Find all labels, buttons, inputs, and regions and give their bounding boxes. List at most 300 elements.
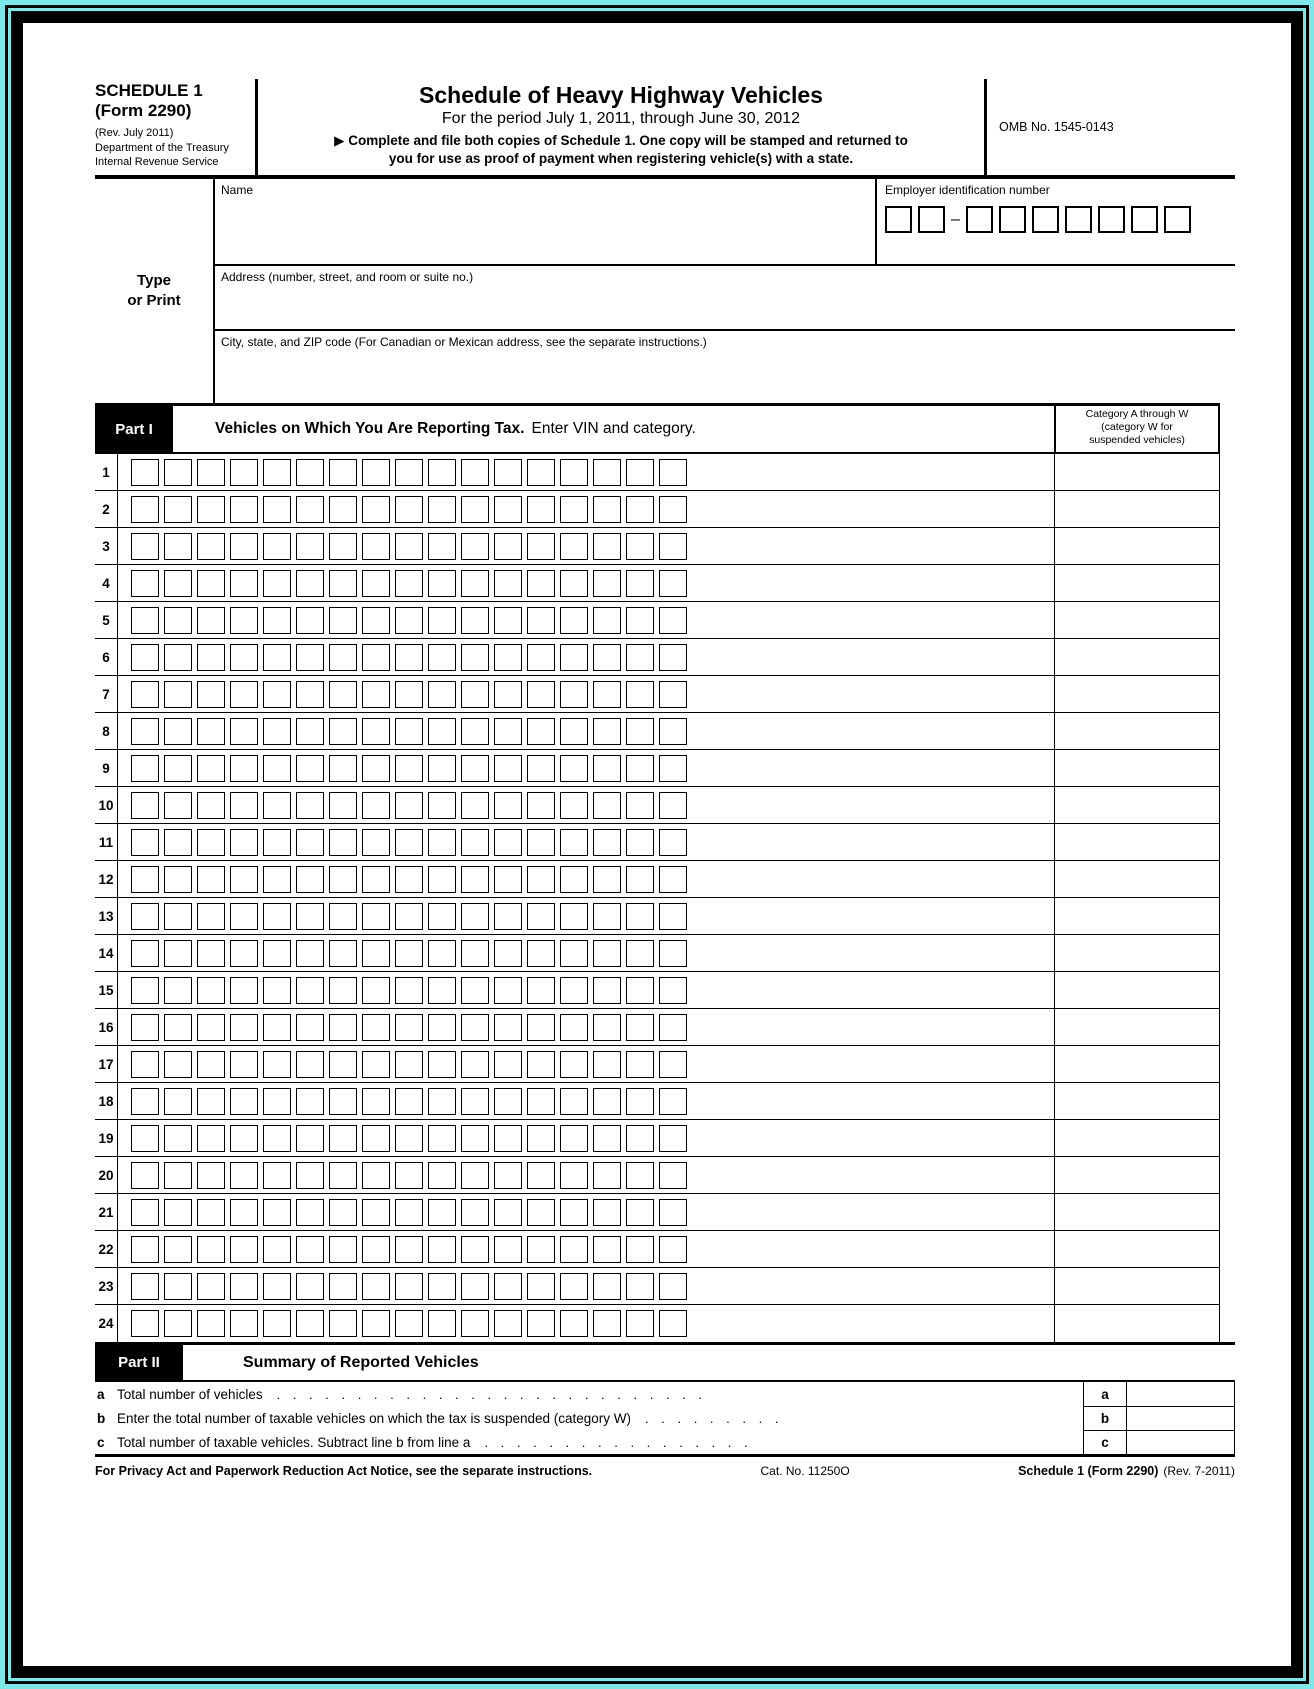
vin-character-box[interactable] (362, 1162, 390, 1189)
vin-character-box[interactable] (527, 1125, 555, 1152)
vin-character-box[interactable] (494, 977, 522, 1004)
vin-character-box[interactable] (329, 1051, 357, 1078)
vin-character-box[interactable] (263, 866, 291, 893)
vin-category-cell[interactable] (1054, 602, 1220, 638)
vin-category-cell[interactable] (1054, 1268, 1220, 1304)
vin-character-box[interactable] (230, 644, 258, 671)
vin-category-cell[interactable] (1054, 1305, 1220, 1342)
vin-character-box[interactable] (659, 459, 687, 486)
vin-character-box[interactable] (461, 792, 489, 819)
vin-character-box[interactable] (593, 866, 621, 893)
vin-character-box[interactable] (131, 1236, 159, 1263)
vin-character-box[interactable] (494, 1199, 522, 1226)
vin-character-box[interactable] (494, 1162, 522, 1189)
vin-character-box[interactable] (197, 644, 225, 671)
vin-character-box[interactable] (626, 681, 654, 708)
vin-category-cell[interactable] (1054, 1046, 1220, 1082)
vin-character-box[interactable] (527, 1088, 555, 1115)
vin-character-box[interactable] (593, 1199, 621, 1226)
vin-character-box[interactable] (296, 718, 324, 745)
name-field[interactable] (215, 179, 875, 264)
vin-character-box[interactable] (329, 1125, 357, 1152)
vin-character-box[interactable] (560, 1088, 588, 1115)
vin-character-box[interactable] (164, 940, 192, 967)
vin-character-box[interactable] (659, 1125, 687, 1152)
vin-character-box[interactable] (428, 829, 456, 856)
vin-character-box[interactable] (131, 755, 159, 782)
vin-character-box[interactable] (659, 1236, 687, 1263)
vin-character-box[interactable] (296, 1162, 324, 1189)
vin-character-box[interactable] (362, 607, 390, 634)
vin-character-box[interactable] (362, 459, 390, 486)
vin-character-box[interactable] (659, 792, 687, 819)
vin-character-box[interactable] (659, 718, 687, 745)
vin-character-box[interactable] (494, 903, 522, 930)
vin-character-box[interactable] (329, 718, 357, 745)
vin-character-box[interactable] (527, 1014, 555, 1041)
vin-character-box[interactable] (197, 1014, 225, 1041)
vin-character-box[interactable] (164, 1273, 192, 1300)
vin-character-box[interactable] (626, 533, 654, 560)
vin-character-box[interactable] (296, 866, 324, 893)
vin-character-box[interactable] (230, 496, 258, 523)
vin-character-box[interactable] (197, 681, 225, 708)
vin-character-box[interactable] (329, 533, 357, 560)
vin-character-box[interactable] (230, 866, 258, 893)
vin-character-box[interactable] (494, 792, 522, 819)
vin-character-box[interactable] (230, 607, 258, 634)
vin-character-box[interactable] (362, 1088, 390, 1115)
vin-character-box[interactable] (560, 1310, 588, 1337)
line-a-entry[interactable] (1127, 1382, 1235, 1406)
vin-character-box[interactable] (230, 1014, 258, 1041)
vin-character-box[interactable] (230, 829, 258, 856)
vin-character-box[interactable] (131, 459, 159, 486)
ein-character-box[interactable] (885, 206, 912, 233)
vin-character-box[interactable] (164, 1014, 192, 1041)
vin-character-box[interactable] (296, 940, 324, 967)
vin-character-box[interactable] (131, 1014, 159, 1041)
vin-character-box[interactable] (296, 1273, 324, 1300)
vin-character-box[interactable] (527, 1199, 555, 1226)
vin-character-box[interactable] (428, 570, 456, 597)
vin-character-box[interactable] (461, 1014, 489, 1041)
vin-character-box[interactable] (560, 940, 588, 967)
vin-character-box[interactable] (197, 570, 225, 597)
vin-category-cell[interactable] (1054, 1194, 1220, 1230)
vin-character-box[interactable] (527, 570, 555, 597)
vin-character-box[interactable] (263, 570, 291, 597)
vin-category-cell[interactable] (1054, 1083, 1220, 1119)
vin-character-box[interactable] (659, 1088, 687, 1115)
vin-character-box[interactable] (560, 792, 588, 819)
vin-character-box[interactable] (527, 459, 555, 486)
vin-character-box[interactable] (329, 1088, 357, 1115)
vin-character-box[interactable] (461, 496, 489, 523)
vin-character-box[interactable] (560, 533, 588, 560)
ein-character-box[interactable] (1131, 206, 1158, 233)
ein-character-box[interactable] (1164, 206, 1191, 233)
vin-character-box[interactable] (362, 1273, 390, 1300)
vin-character-box[interactable] (296, 459, 324, 486)
vin-character-box[interactable] (131, 940, 159, 967)
vin-character-box[interactable] (263, 1125, 291, 1152)
vin-character-box[interactable] (263, 459, 291, 486)
vin-character-box[interactable] (164, 570, 192, 597)
vin-character-box[interactable] (593, 1236, 621, 1263)
vin-character-box[interactable] (164, 644, 192, 671)
vin-character-box[interactable] (131, 644, 159, 671)
vin-character-box[interactable] (659, 644, 687, 671)
vin-character-box[interactable] (428, 681, 456, 708)
vin-character-box[interactable] (263, 1310, 291, 1337)
vin-character-box[interactable] (362, 496, 390, 523)
vin-character-box[interactable] (230, 1051, 258, 1078)
vin-character-box[interactable] (164, 755, 192, 782)
vin-character-box[interactable] (626, 829, 654, 856)
vin-character-box[interactable] (461, 1199, 489, 1226)
vin-character-box[interactable] (395, 1310, 423, 1337)
vin-category-cell[interactable] (1054, 935, 1220, 971)
vin-character-box[interactable] (428, 533, 456, 560)
vin-character-box[interactable] (560, 829, 588, 856)
vin-character-box[interactable] (131, 977, 159, 1004)
vin-character-box[interactable] (428, 1125, 456, 1152)
vin-character-box[interactable] (494, 940, 522, 967)
vin-character-box[interactable] (230, 903, 258, 930)
vin-character-box[interactable] (428, 1236, 456, 1263)
vin-character-box[interactable] (428, 977, 456, 1004)
vin-character-box[interactable] (626, 1310, 654, 1337)
vin-character-box[interactable] (296, 1199, 324, 1226)
vin-character-box[interactable] (461, 1125, 489, 1152)
vin-character-box[interactable] (461, 570, 489, 597)
vin-character-box[interactable] (362, 866, 390, 893)
vin-character-box[interactable] (362, 570, 390, 597)
vin-character-box[interactable] (560, 755, 588, 782)
vin-character-box[interactable] (494, 607, 522, 634)
vin-character-box[interactable] (527, 903, 555, 930)
vin-character-box[interactable] (263, 681, 291, 708)
vin-character-box[interactable] (197, 1125, 225, 1152)
vin-character-box[interactable] (659, 1273, 687, 1300)
vin-character-box[interactable] (362, 718, 390, 745)
vin-character-box[interactable] (329, 792, 357, 819)
vin-character-box[interactable] (428, 644, 456, 671)
vin-character-box[interactable] (461, 459, 489, 486)
vin-character-box[interactable] (626, 607, 654, 634)
vin-character-box[interactable] (362, 792, 390, 819)
vin-character-box[interactable] (131, 903, 159, 930)
vin-character-box[interactable] (329, 1273, 357, 1300)
vin-character-box[interactable] (659, 533, 687, 560)
vin-character-box[interactable] (197, 1310, 225, 1337)
vin-character-box[interactable] (659, 755, 687, 782)
vin-character-box[interactable] (428, 1310, 456, 1337)
vin-character-box[interactable] (296, 681, 324, 708)
vin-category-cell[interactable] (1054, 972, 1220, 1008)
vin-character-box[interactable] (428, 1014, 456, 1041)
vin-character-box[interactable] (659, 866, 687, 893)
vin-character-box[interactable] (626, 1051, 654, 1078)
vin-character-box[interactable] (296, 644, 324, 671)
vin-character-box[interactable] (527, 644, 555, 671)
vin-character-box[interactable] (494, 644, 522, 671)
vin-character-box[interactable] (626, 459, 654, 486)
vin-character-box[interactable] (296, 903, 324, 930)
vin-character-box[interactable] (626, 496, 654, 523)
vin-character-box[interactable] (626, 1273, 654, 1300)
vin-character-box[interactable] (131, 1273, 159, 1300)
vin-character-box[interactable] (428, 496, 456, 523)
vin-category-cell[interactable] (1054, 787, 1220, 823)
vin-character-box[interactable] (164, 496, 192, 523)
vin-character-box[interactable] (395, 459, 423, 486)
vin-character-box[interactable] (494, 1051, 522, 1078)
vin-character-box[interactable] (626, 1236, 654, 1263)
vin-character-box[interactable] (395, 755, 423, 782)
vin-character-box[interactable] (461, 1088, 489, 1115)
vin-character-box[interactable] (362, 940, 390, 967)
vin-character-box[interactable] (362, 1014, 390, 1041)
vin-character-box[interactable] (527, 755, 555, 782)
vin-character-box[interactable] (362, 1310, 390, 1337)
vin-character-box[interactable] (428, 755, 456, 782)
vin-character-box[interactable] (164, 829, 192, 856)
vin-character-box[interactable] (263, 755, 291, 782)
vin-character-box[interactable] (131, 496, 159, 523)
vin-character-box[interactable] (230, 977, 258, 1004)
address-field[interactable] (215, 266, 1235, 331)
vin-character-box[interactable] (395, 792, 423, 819)
vin-character-box[interactable] (296, 607, 324, 634)
vin-character-box[interactable] (461, 829, 489, 856)
vin-character-box[interactable] (329, 977, 357, 1004)
vin-character-box[interactable] (230, 1125, 258, 1152)
vin-character-box[interactable] (164, 1051, 192, 1078)
line-b-entry[interactable] (1127, 1406, 1235, 1430)
vin-category-cell[interactable] (1054, 713, 1220, 749)
vin-character-box[interactable] (296, 1236, 324, 1263)
vin-character-box[interactable] (527, 607, 555, 634)
vin-character-box[interactable] (131, 681, 159, 708)
vin-character-box[interactable] (362, 1051, 390, 1078)
vin-character-box[interactable] (527, 792, 555, 819)
vin-character-box[interactable] (230, 940, 258, 967)
vin-character-box[interactable] (527, 681, 555, 708)
vin-character-box[interactable] (197, 755, 225, 782)
vin-character-box[interactable] (461, 533, 489, 560)
vin-category-cell[interactable] (1054, 1120, 1220, 1156)
vin-character-box[interactable] (461, 681, 489, 708)
vin-character-box[interactable] (659, 1051, 687, 1078)
vin-character-box[interactable] (593, 496, 621, 523)
vin-character-box[interactable] (527, 1310, 555, 1337)
vin-character-box[interactable] (230, 570, 258, 597)
vin-character-box[interactable] (626, 718, 654, 745)
vin-character-box[interactable] (428, 718, 456, 745)
vin-character-box[interactable] (164, 792, 192, 819)
vin-character-box[interactable] (296, 1088, 324, 1115)
vin-character-box[interactable] (560, 496, 588, 523)
vin-character-box[interactable] (263, 1088, 291, 1115)
vin-character-box[interactable] (329, 496, 357, 523)
vin-character-box[interactable] (527, 1162, 555, 1189)
vin-character-box[interactable] (494, 1236, 522, 1263)
vin-character-box[interactable] (362, 903, 390, 930)
vin-character-box[interactable] (197, 496, 225, 523)
vin-character-box[interactable] (131, 1199, 159, 1226)
vin-character-box[interactable] (395, 940, 423, 967)
vin-character-box[interactable] (329, 866, 357, 893)
vin-character-box[interactable] (527, 718, 555, 745)
vin-character-box[interactable] (329, 940, 357, 967)
vin-character-box[interactable] (494, 1273, 522, 1300)
vin-category-cell[interactable] (1054, 1009, 1220, 1045)
vin-character-box[interactable] (461, 940, 489, 967)
vin-character-box[interactable] (560, 1199, 588, 1226)
vin-character-box[interactable] (626, 570, 654, 597)
vin-character-box[interactable] (131, 570, 159, 597)
vin-character-box[interactable] (461, 1162, 489, 1189)
vin-character-box[interactable] (461, 1051, 489, 1078)
vin-character-box[interactable] (362, 1199, 390, 1226)
vin-character-box[interactable] (494, 1088, 522, 1115)
vin-character-box[interactable] (626, 1199, 654, 1226)
vin-character-box[interactable] (230, 792, 258, 819)
vin-character-box[interactable] (263, 1014, 291, 1041)
vin-character-box[interactable] (461, 755, 489, 782)
vin-character-box[interactable] (494, 866, 522, 893)
vin-character-box[interactable] (131, 1125, 159, 1152)
vin-character-box[interactable] (659, 496, 687, 523)
vin-character-box[interactable] (527, 1273, 555, 1300)
vin-character-box[interactable] (296, 496, 324, 523)
vin-character-box[interactable] (263, 1273, 291, 1300)
vin-character-box[interactable] (593, 1051, 621, 1078)
vin-character-box[interactable] (395, 1125, 423, 1152)
vin-character-box[interactable] (362, 533, 390, 560)
vin-character-box[interactable] (593, 792, 621, 819)
vin-character-box[interactable] (461, 1236, 489, 1263)
vin-character-box[interactable] (329, 755, 357, 782)
vin-character-box[interactable] (263, 1199, 291, 1226)
vin-character-box[interactable] (428, 866, 456, 893)
vin-category-cell[interactable] (1054, 1157, 1220, 1193)
vin-character-box[interactable] (428, 1199, 456, 1226)
vin-character-box[interactable] (197, 1162, 225, 1189)
vin-character-box[interactable] (494, 681, 522, 708)
vin-character-box[interactable] (329, 607, 357, 634)
ein-character-box[interactable] (999, 206, 1026, 233)
vin-character-box[interactable] (461, 644, 489, 671)
vin-character-box[interactable] (362, 644, 390, 671)
vin-character-box[interactable] (626, 1014, 654, 1041)
vin-character-box[interactable] (263, 903, 291, 930)
vin-character-box[interactable] (527, 1051, 555, 1078)
vin-character-box[interactable] (164, 866, 192, 893)
vin-character-box[interactable] (395, 1014, 423, 1041)
vin-character-box[interactable] (593, 1310, 621, 1337)
ein-character-box[interactable] (1065, 206, 1092, 233)
vin-character-box[interactable] (395, 1273, 423, 1300)
vin-category-cell[interactable] (1054, 491, 1220, 527)
vin-character-box[interactable] (461, 866, 489, 893)
vin-character-box[interactable] (131, 533, 159, 560)
vin-character-box[interactable] (329, 829, 357, 856)
vin-character-box[interactable] (593, 533, 621, 560)
vin-character-box[interactable] (197, 718, 225, 745)
vin-character-box[interactable] (494, 755, 522, 782)
vin-character-box[interactable] (428, 1088, 456, 1115)
vin-character-box[interactable] (164, 533, 192, 560)
vin-character-box[interactable] (395, 903, 423, 930)
vin-character-box[interactable] (329, 1310, 357, 1337)
vin-character-box[interactable] (593, 755, 621, 782)
ein-character-box[interactable] (966, 206, 993, 233)
vin-character-box[interactable] (461, 1310, 489, 1337)
vin-character-box[interactable] (263, 977, 291, 1004)
vin-character-box[interactable] (230, 1310, 258, 1337)
vin-character-box[interactable] (362, 977, 390, 1004)
vin-character-box[interactable] (626, 903, 654, 930)
vin-character-box[interactable] (560, 977, 588, 1004)
line-c-entry[interactable] (1127, 1430, 1235, 1454)
vin-character-box[interactable] (659, 1199, 687, 1226)
vin-character-box[interactable] (230, 1273, 258, 1300)
vin-character-box[interactable] (296, 1014, 324, 1041)
vin-character-box[interactable] (593, 1162, 621, 1189)
vin-character-box[interactable] (494, 1310, 522, 1337)
vin-character-box[interactable] (197, 1236, 225, 1263)
vin-character-box[interactable] (626, 1125, 654, 1152)
vin-character-box[interactable] (197, 1051, 225, 1078)
vin-character-box[interactable] (329, 570, 357, 597)
vin-character-box[interactable] (395, 1199, 423, 1226)
vin-character-box[interactable] (197, 792, 225, 819)
vin-character-box[interactable] (263, 718, 291, 745)
vin-character-box[interactable] (494, 1125, 522, 1152)
vin-character-box[interactable] (593, 977, 621, 1004)
vin-character-box[interactable] (296, 977, 324, 1004)
vin-character-box[interactable] (164, 1236, 192, 1263)
vin-character-box[interactable] (296, 792, 324, 819)
vin-character-box[interactable] (329, 1199, 357, 1226)
vin-character-box[interactable] (164, 607, 192, 634)
vin-character-box[interactable] (527, 1236, 555, 1263)
vin-category-cell[interactable] (1054, 1231, 1220, 1267)
vin-category-cell[interactable] (1054, 565, 1220, 601)
vin-character-box[interactable] (560, 607, 588, 634)
vin-character-box[interactable] (197, 903, 225, 930)
vin-character-box[interactable] (626, 644, 654, 671)
vin-character-box[interactable] (197, 1273, 225, 1300)
vin-character-box[interactable] (527, 940, 555, 967)
vin-character-box[interactable] (230, 1236, 258, 1263)
vin-character-box[interactable] (164, 1310, 192, 1337)
vin-character-box[interactable] (362, 1125, 390, 1152)
vin-character-box[interactable] (659, 681, 687, 708)
vin-character-box[interactable] (494, 459, 522, 486)
vin-character-box[interactable] (230, 718, 258, 745)
vin-character-box[interactable] (131, 866, 159, 893)
vin-character-box[interactable] (329, 1014, 357, 1041)
vin-character-box[interactable] (626, 792, 654, 819)
vin-character-box[interactable] (626, 755, 654, 782)
vin-character-box[interactable] (593, 903, 621, 930)
vin-character-box[interactable] (263, 1236, 291, 1263)
vin-character-box[interactable] (659, 829, 687, 856)
